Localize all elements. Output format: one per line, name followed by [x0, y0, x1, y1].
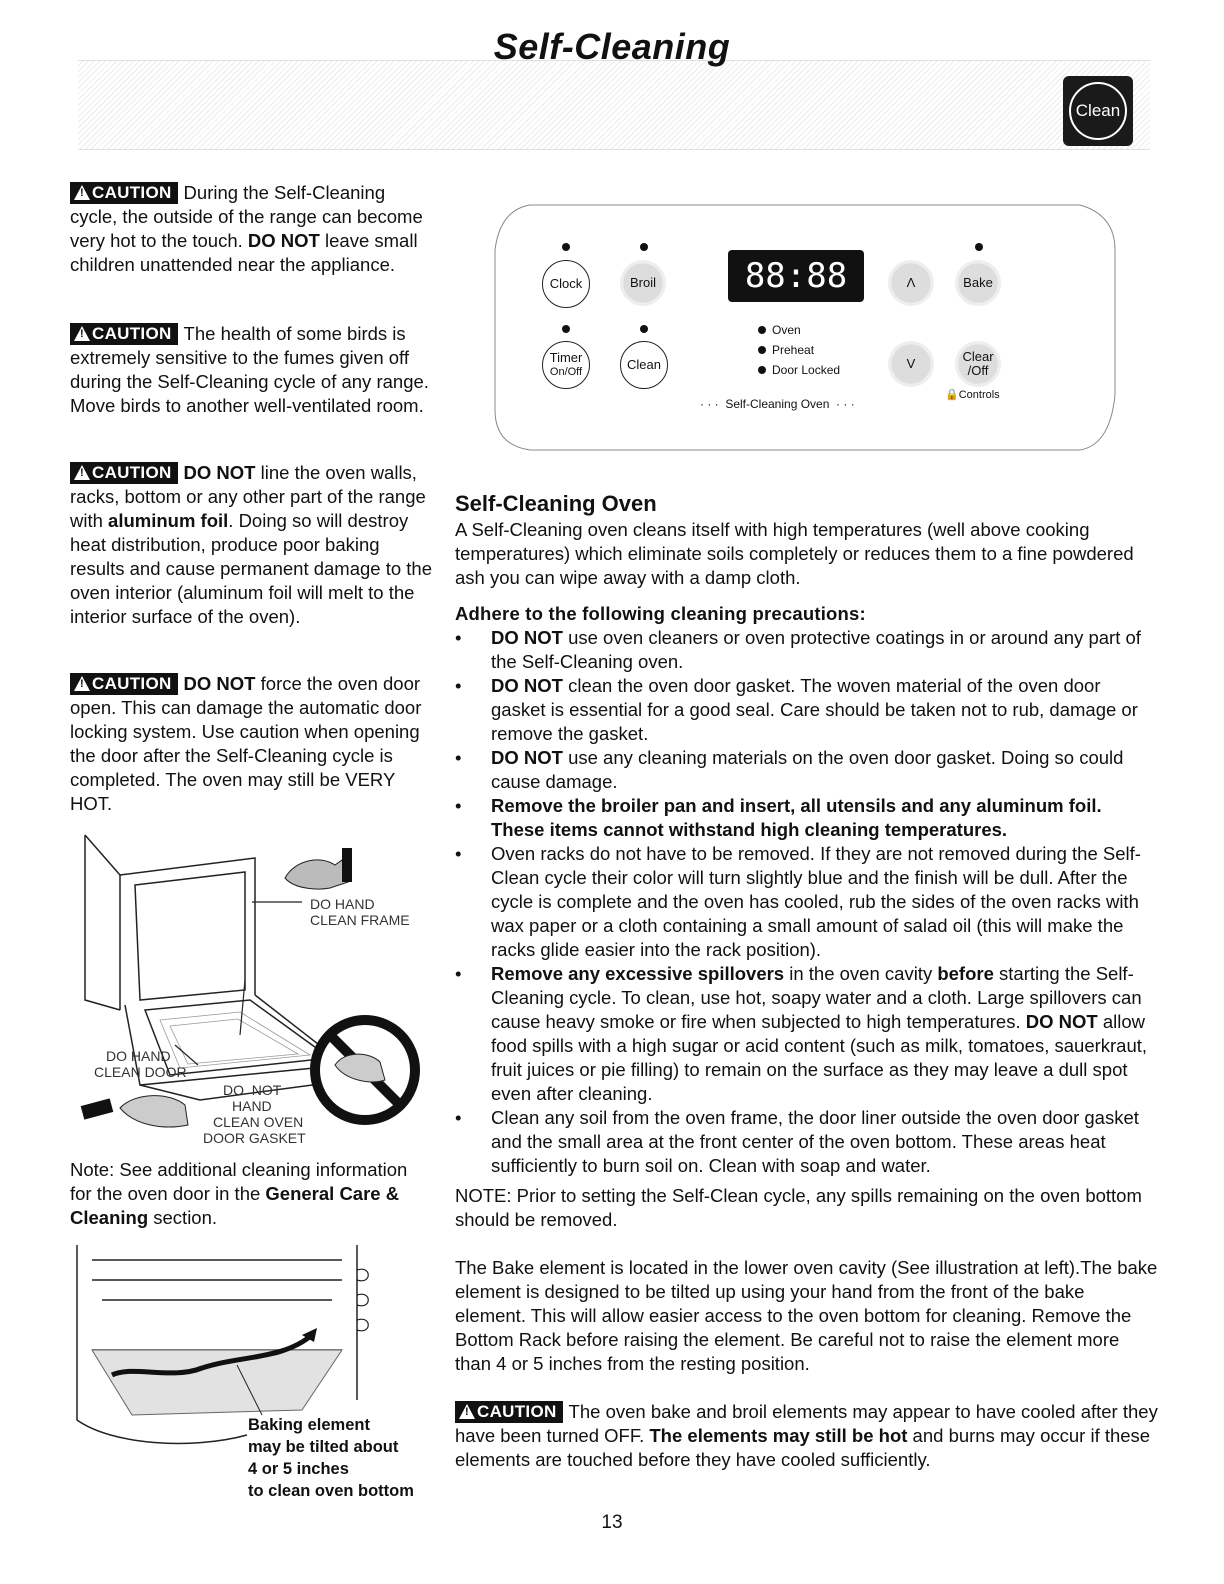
label-hand-clean-frame-1: DO HAND	[310, 896, 375, 912]
self-cleaning-oven-section	[455, 492, 1160, 1472]
baking-element-caption: Baking element may be tilted about 4 or 5 inches to clean oven bottom	[248, 1416, 414, 1500]
down-arrow-button[interactable]: V	[888, 341, 934, 387]
caution-block-3: !CAUTION DO NOT line the oven walls, racks, bottom or any other part of the range with aluminum foil. Doing so will destroy heat distribution, produce poor baking results and cause permanent damage to the oven interior (aluminum foil will melt to the interior surface of the oven).	[70, 461, 432, 629]
precautions-heading: Adhere to the following cleaning precautions:	[455, 603, 866, 624]
oven-door-illustration	[80, 830, 420, 1150]
label-gasket-4: DOOR GASKET	[203, 1130, 306, 1146]
caution-label: !CAUTION	[70, 323, 178, 345]
indicator-dot	[562, 325, 570, 333]
oven-indicator: Oven	[758, 320, 801, 340]
clean-badge-label: Clean	[1069, 82, 1127, 140]
clock-display: 88:88	[728, 250, 864, 302]
label-gasket-1: DO NOT	[223, 1082, 282, 1098]
section-heading: Self-Cleaning Oven	[455, 491, 657, 516]
bake-button[interactable]: Bake	[955, 260, 1001, 306]
warning-icon	[74, 465, 90, 480]
panel-outline	[490, 195, 1120, 455]
caution-block-1: !CAUTION During the Self-Cleaning cycle, the outside of the range can become very hot to the touch. DO NOT leave small children unattended near the appliance.	[70, 181, 432, 277]
intro-paragraph: A Self-Cleaning oven cleans itself with high temperatures (well above cooking temperatures) which eliminate soils completely or reduces them to a fine powdered ash you can wipe away with a damp cloth.	[455, 519, 1134, 588]
indicator-dot	[640, 325, 648, 333]
label-hand-clean-door-1: DO HAND	[106, 1048, 171, 1064]
caution-block-4: !CAUTION DO NOT force the oven door open. This can damage the automatic door locking system. Use caution when opening the door after the Self-Cleaning cycle is completed. The oven may still be VERY HOT.	[70, 672, 432, 816]
preheat-indicator: Preheat	[758, 340, 814, 360]
list-item: • DO NOT use oven cleaners or oven protective coatings in or around any part of the Self-Cleaning oven.	[455, 626, 1160, 674]
label-gasket-2: HAND	[232, 1098, 272, 1114]
list-item: • DO NOT use any cleaning materials on the oven door gasket. Doing so could cause damage.	[455, 746, 1160, 794]
warning-icon	[74, 185, 90, 200]
warning-icon	[74, 676, 90, 691]
page-number: 13	[601, 1512, 623, 1533]
page-title: Self-Cleaning	[493, 26, 731, 67]
door-locked-indicator: Door Locked	[758, 360, 840, 380]
clean-button[interactable]: Clean	[620, 341, 668, 389]
note-paragraph: NOTE: Prior to setting the Self-Clean cycle, any spills remaining on the oven bottom should be removed.	[455, 1185, 1142, 1230]
bake-element-paragraph: The Bake element is located in the lower oven cavity (See illustration at left).The bake element is designed to be tilted up using your hand from the front of the bake element. This will allow easier access to the oven bottom for cleaning. Remove the Bottom Rack before raising the element. Be careful not to raise the element more than 4 or 5 inches from the resting position.	[455, 1257, 1158, 1374]
indicator-dot	[640, 243, 648, 251]
lock-icon: 🔒	[945, 389, 959, 401]
list-item: • Oven racks do not have to be removed. If they are not removed during the Self-Clean cycle their color will turn slightly blue and the finish will be dull. After the cycle is complete and the oven has cooled, rub the sides of the oven racks with wax paper or a cloth containing a small amount of salad oil (this will make the racks glide easier into the rack position).	[455, 842, 1160, 962]
precautions-list	[455, 626, 1160, 1178]
indicator-dot	[975, 243, 983, 251]
list-item: • Remove the broiler pan and insert, all utensils and any aluminum foil. These items cannot withstand high cleaning temperatures.	[455, 794, 1160, 842]
clean-badge	[1063, 76, 1133, 146]
label-hand-clean-door-2: CLEAN DOOR	[94, 1064, 187, 1080]
broil-button[interactable]: Broil	[620, 260, 666, 306]
caution-label: !CAUTION	[455, 1401, 563, 1423]
label-gasket-3: CLEAN OVEN	[213, 1114, 304, 1130]
warning-icon	[459, 1404, 475, 1419]
caution-label: !CAUTION	[70, 462, 178, 484]
indicator-dot	[562, 243, 570, 251]
warning-icon	[74, 326, 90, 341]
caution-block-2: !CAUTION The health of some birds is extremely sensitive to the fumes given off during the Self-Cleaning cycle of any range. Move birds to another well-ventilated room.	[70, 322, 432, 418]
baking-element-illustration	[72, 1240, 432, 1510]
list-item: • DO NOT clean the oven door gasket. The woven material of the oven door gasket is essential for a good seal. Care should be taken not to rub, damage or remove the gasket.	[455, 674, 1160, 746]
list-item: • Remove any excessive spillovers in the oven cavity before starting the Self-Cleaning cycle. To clean, use hot, soapy water and a cloth. Large spillovers can cause heavy smoke or fire when subjected to high temperatures. DO NOT allow food spills with a high sugar or acid content (such as milk, tomatoes, sauerkraut, fruit juices or pie filling) to remain on the surface as they may leave a dull spot even after cleaning.	[455, 962, 1160, 1106]
caution-label: !CAUTION	[70, 673, 178, 695]
control-panel-illustration	[490, 195, 1120, 455]
up-arrow-button[interactable]: Λ	[888, 260, 934, 306]
caution-label: !CAUTION	[70, 182, 178, 204]
list-item: • Clean any soil from the oven frame, the door liner outside the oven door gasket and the small area at the front center of the oven bottom. These areas heat sufficiently to burn soil on. Clean with soap and water.	[455, 1106, 1160, 1178]
label-hand-clean-frame-2: CLEAN FRAME	[310, 912, 410, 928]
clock-button[interactable]: Clock	[542, 260, 590, 308]
caution-block-5: !CAUTION The oven bake and broil elements may appear to have cooled after they have been turned OFF. The elements may still be hot and burns may occur if these elements are touched before they have cooled sufficiently.	[455, 1400, 1160, 1472]
timer-button[interactable]: Timer On/Off	[542, 341, 590, 389]
self-cleaning-oven-label: · · · Self-Cleaning Oven · · ·	[700, 397, 855, 411]
note-general-care: Note: See additional cleaning information for the oven door in the General Care & Cleaning section.	[70, 1159, 408, 1228]
header-banner	[78, 60, 1150, 150]
clear-off-button[interactable]: Clear /Off	[955, 341, 1001, 387]
controls-lock-label: 🔒Controls	[945, 389, 1000, 401]
